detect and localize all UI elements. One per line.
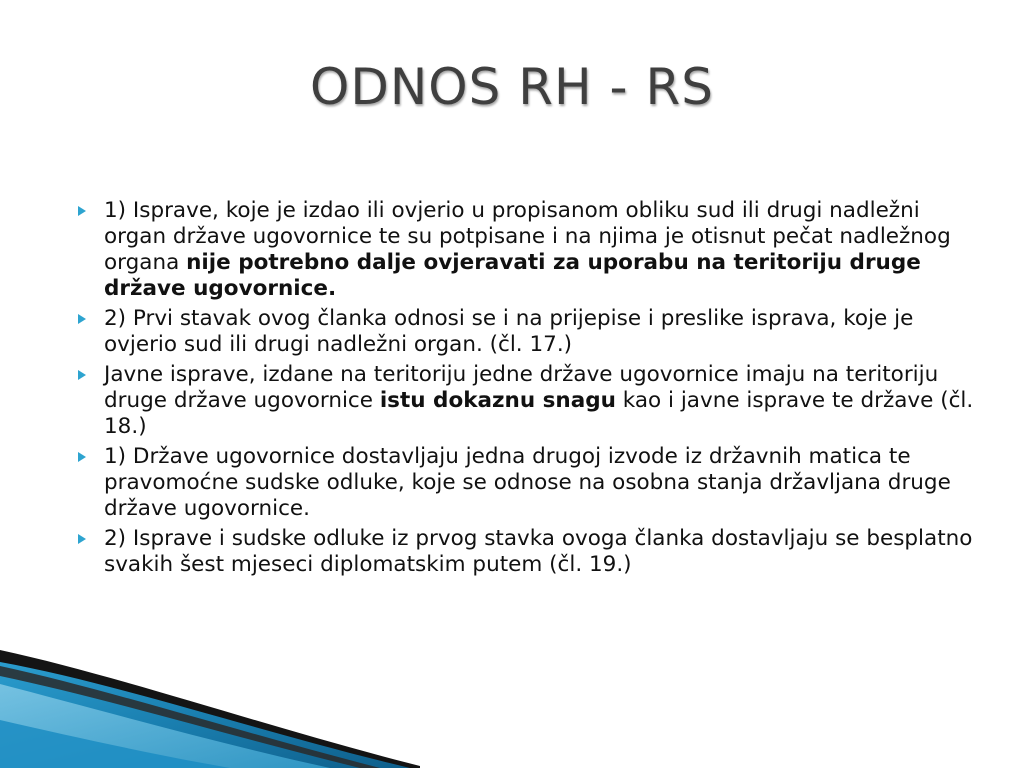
decorative-corner-swoosh — [0, 640, 420, 768]
triangle-right-icon — [78, 534, 86, 544]
bullet-item-1 — [76, 198, 976, 302]
item-text: 2) Isprave i sudske odluke iz prvog stavka ovoga članka dostavljaju se besplatno svakih šest mjeseci diplomatskim putem (čl. 19.) — [104, 526, 973, 577]
bullet-item-3 — [76, 362, 976, 440]
item-emphasis: istu dokaznu snagu — [379, 388, 616, 413]
bullet-item-4 — [76, 444, 976, 522]
triangle-right-icon — [78, 452, 86, 462]
triangle-right-icon — [78, 370, 86, 380]
item-text-after: kao i javne isprave te države (čl. 18.) — [104, 388, 974, 439]
item-text: 1) Isprave, koje je izdao ili ovjerio u propisanom obliku sud ili drugi nadležni organ države ugovornice te su potpisane i na njima je otisnut pečat nadležnog organa — [104, 198, 951, 275]
item-emphasis: nije potrebno dalje ovjeravati za uporabu na teritoriju druge države ugovornice. — [104, 250, 921, 301]
triangle-right-icon — [78, 206, 86, 216]
item-text: 1) Države ugovornice dostavljaju jedna drugoj izvode iz državnih matica te pravomoćne sudske odluke, koje se odnose na osobna stanja državljana druge države ugovornice. — [104, 444, 951, 521]
triangle-right-icon — [78, 314, 86, 324]
bullet-list — [76, 198, 976, 582]
bullet-item-2 — [76, 306, 976, 358]
bullet-item-5 — [76, 526, 976, 578]
slide-title: ODNOS RH - RS — [310, 58, 714, 116]
item-text: Javne isprave, izdane na teritoriju jedne države ugovornice imaju na teritoriju druge države ugovornice — [104, 362, 939, 413]
item-text: 2) Prvi stavak ovog članka odnosi se i na prijepise i preslike isprava, koje je ovjerio sud ili drugi nadležni organ. (čl. 17.) — [104, 306, 914, 357]
